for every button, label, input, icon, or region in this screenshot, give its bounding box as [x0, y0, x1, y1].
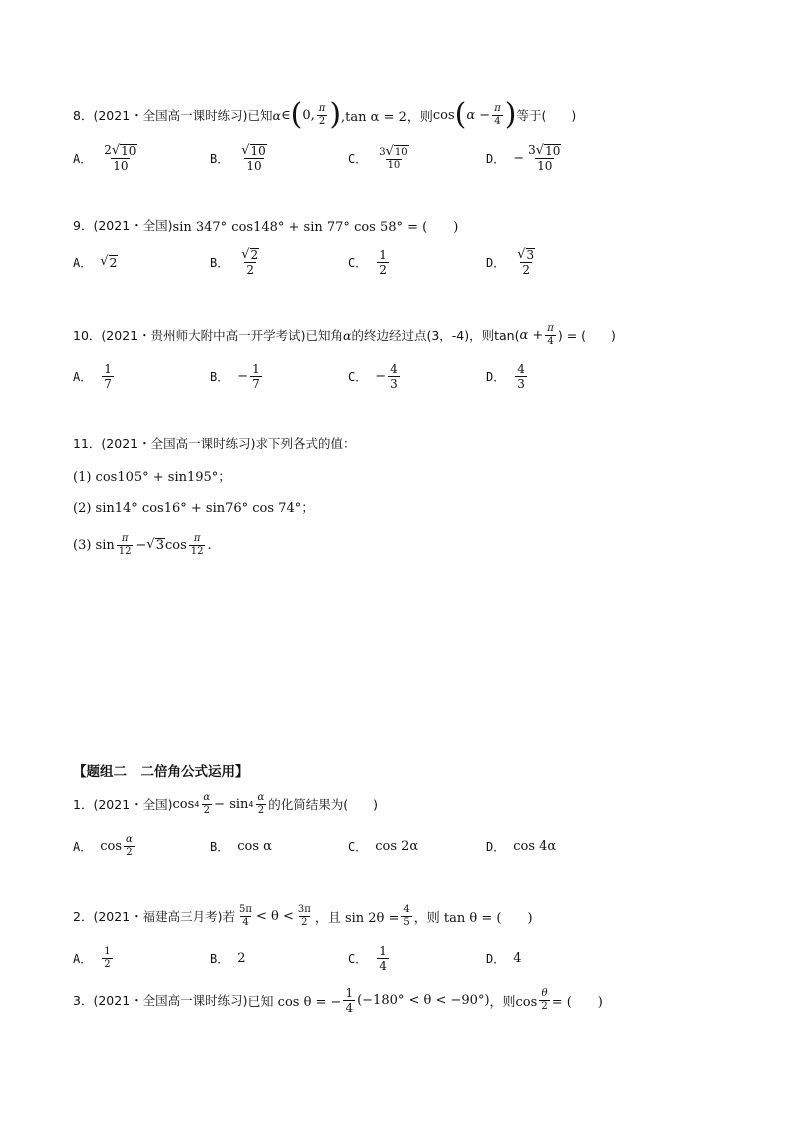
question-source: (2021・全国高一课时练习)	[101, 436, 256, 451]
option-fraction: $\frac{4}{3}$	[390, 361, 398, 391]
question-source: (2021・贵州师大附中高一开学考试)	[101, 328, 306, 343]
q9-option-c[interactable]: C． $\frac{1}{2}$	[348, 247, 387, 277]
g2-option-d[interactable]: D． 4	[486, 950, 522, 966]
question-number: 2．	[73, 909, 94, 924]
option-fraction: $\frac{1}{7}$	[252, 361, 260, 391]
question-tail: ) = ( )	[557, 328, 616, 343]
g2-option-c[interactable]: C． $\frac{1}{4}$	[348, 943, 387, 973]
q9-option-a[interactable]: A． √ 2	[73, 254, 118, 270]
q8-option-c[interactable]: C． 3 √ 10 10	[348, 138, 413, 178]
fraction-pi-over-12: $\frac{\pi}{12}$	[190, 532, 204, 557]
fraction-1-over-4: $\frac{1}{4}$	[345, 985, 354, 1015]
question-source: (2021・全国高一课时练习)	[93, 993, 248, 1008]
question-stem: 已知	[247, 108, 273, 123]
question-source: (2021・全国)	[93, 797, 173, 812]
group2-question-1: 1． (2021・全国) cos 4 $\frac{\alpha}{2}$ − sin 4 $\frac{\alpha}{2}$ 的化简结果为( )	[73, 791, 379, 816]
question-stem-2: 的终边经过点(3，-4)，则tan(	[351, 328, 520, 343]
fraction-pi-over-4: $\frac{\pi}{4}$	[547, 322, 554, 347]
fraction-alpha-over-2: $\frac{\alpha}{2}$	[257, 791, 265, 816]
question-number: 9．	[73, 218, 94, 233]
question-tail: 等于( )	[516, 108, 577, 123]
g2-option-b[interactable]: B． 2	[210, 950, 246, 966]
fraction-pi-over-2: $\frac{\pi}{2}$	[318, 102, 326, 127]
question-stem: 求下列各式的值：	[255, 436, 356, 451]
q10-option-c[interactable]: C． − $\frac{4}{3}$	[348, 361, 398, 391]
g1-option-d[interactable]: D． cos 4α	[486, 838, 557, 854]
question-number: 10．	[73, 328, 102, 343]
fraction-5pi-over-4: $\frac{5\pi}{4}$	[239, 903, 252, 928]
sqrt-value: √ 2	[100, 254, 118, 270]
question-9	[73, 208, 458, 242]
question-number: 8．	[73, 108, 94, 123]
q8-option-d[interactable]: D． − 3 √ 10 10	[486, 138, 565, 178]
option-fraction: 3 √ 10 10	[528, 143, 561, 173]
interval-left: 0,	[302, 107, 315, 123]
g2-option-a[interactable]: A． $\frac{1}{2}$	[73, 945, 111, 970]
q9-option-b[interactable]: B． √ 2 2	[210, 242, 263, 282]
fraction-4-over-5: $\frac{4}{5}$	[403, 903, 410, 928]
question-source: (2021・全国)	[93, 218, 173, 233]
q8-option-a[interactable]: A． 2 √ 10 10	[73, 138, 141, 178]
q10-option-a[interactable]: A． $\frac{1}{7}$	[73, 361, 112, 391]
close-paren: )	[329, 97, 342, 132]
q10-option-b[interactable]: B． − $\frac{1}{7}$	[210, 361, 260, 391]
open-paren: (	[454, 97, 467, 132]
question-number: 3．	[73, 993, 94, 1008]
question-8	[73, 98, 576, 132]
element-of-symbol: ∈	[281, 107, 291, 123]
fraction-3pi-over-2: $\frac{3\pi}{2}$	[297, 903, 311, 928]
option-fraction: 3 √ 10 10	[379, 143, 408, 171]
q9-option-d[interactable]: D． √ 3 2	[486, 242, 539, 282]
alpha-minus: α −	[466, 107, 491, 123]
close-paren: )	[504, 97, 517, 132]
option-fraction: √ 2 2	[241, 247, 259, 277]
fraction-theta-over-2: $\frac{\theta}{2}$	[541, 987, 548, 1012]
option-fraction: $\frac{1}{4}$	[379, 943, 387, 973]
option-fraction: √ 10 10	[241, 143, 266, 173]
sqrt-3: √ 3	[146, 537, 164, 553]
g1-option-c[interactable]: C． cos 2α	[348, 838, 419, 854]
fraction-alpha-over-2: $\frac{\alpha}{2}$	[203, 791, 211, 816]
group2-question-2: 2． (2021・福建高三月考) 若 $\frac{5\pi}{4}$ < θ < $\frac{3\pi}{2}$ ，且 sin 2θ = $\frac{4}{5}$ ，则 tan θ = ( )	[73, 903, 533, 928]
g1-option-a[interactable]: A． cos $\frac{\alpha}{2}$	[73, 833, 133, 858]
question-source: (2021・全国高一课时练习)	[93, 108, 248, 123]
option-fraction: $\frac{1}{7}$	[104, 361, 112, 391]
option-fraction: $\frac{1}{2}$	[104, 945, 111, 970]
question-stem: 已知角	[305, 328, 343, 343]
question-10	[73, 318, 616, 352]
option-fraction: 2 √ 10 10	[104, 143, 137, 173]
q8-option-b[interactable]: B． √ 10 10	[210, 138, 271, 178]
question-expression: sin 347° cos148° + sin 77° cos 58° = ( )	[172, 219, 459, 235]
open-paren: (	[290, 97, 303, 132]
option-fraction: √ 3 2	[517, 247, 535, 277]
q11-part-1: (1) cos105° + sin195°；	[73, 469, 232, 485]
question-source: (2021・福建高三月考)	[93, 909, 223, 924]
fraction-pi-over-12: $\frac{\pi}{12}$	[118, 532, 132, 557]
question-number: 1．	[73, 797, 94, 812]
question-number: 11．	[73, 436, 102, 451]
question-tail: 的化简结果为( )	[268, 797, 379, 812]
cos-label: cos	[432, 107, 455, 123]
alpha-symbol: α	[272, 107, 281, 123]
option-fraction: $\frac{4}{3}$	[517, 361, 525, 391]
g1-option-b[interactable]: B． cos α	[210, 838, 272, 854]
alpha-plus: α +	[519, 327, 544, 343]
question-11	[73, 426, 356, 460]
tan-condition: ,tan α = 2，则	[341, 109, 433, 125]
option-fraction: $\frac{1}{2}$	[379, 247, 387, 277]
group2-question-3: 3． (2021・全国高一课时练习) 已知 cos θ = − $\frac{1}{4}$ (−180° < θ < −90°) ，则cos $\frac{\theta}{2}$ = ( )	[73, 985, 603, 1015]
q11-part-3: (3) sin $\frac{\pi}{12}$ − √ 3 cos $\frac{\pi}{12}$ .	[73, 532, 212, 557]
q11-part-2: (2) sin14° cos16° + sin76° cos 74°；	[73, 500, 315, 516]
section-header: 【题组二 二倍角公式运用】	[73, 764, 249, 780]
fraction-pi-over-4: $\frac{\pi}{4}$	[494, 102, 501, 127]
fraction-alpha-over-2: $\frac{\alpha}{2}$	[126, 833, 133, 858]
alpha-symbol: α	[343, 327, 352, 343]
q10-option-d[interactable]: D． $\frac{4}{3}$	[486, 361, 525, 391]
